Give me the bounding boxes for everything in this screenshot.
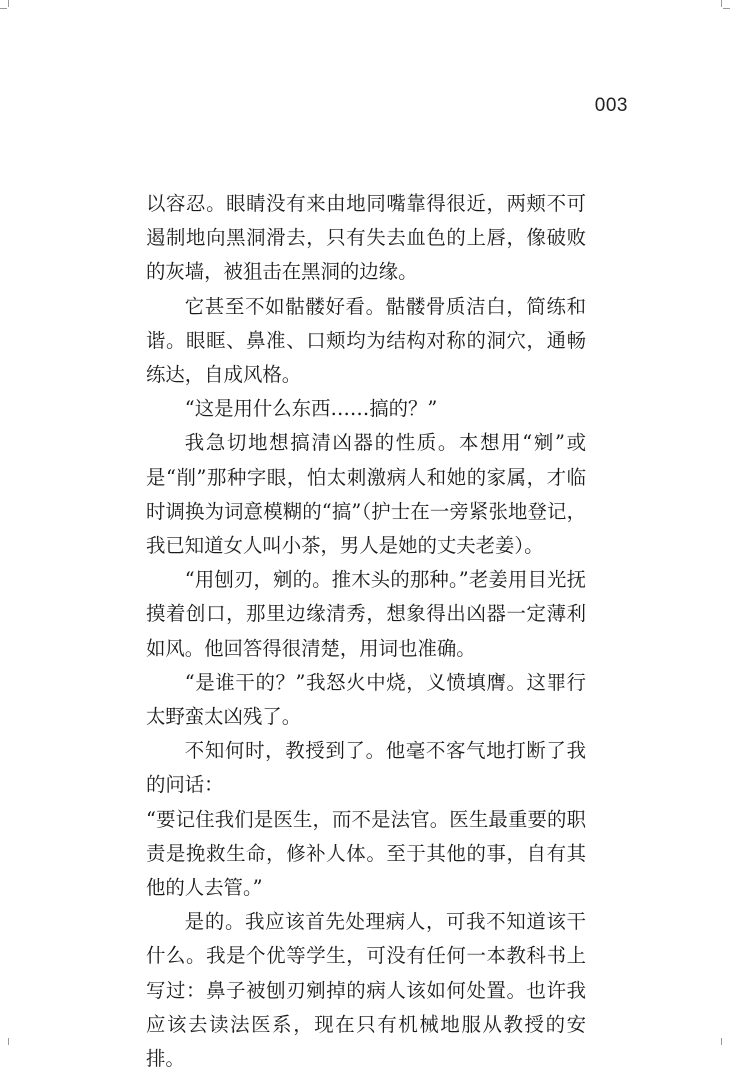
crop-mark xyxy=(0,8,7,9)
crop-mark xyxy=(721,0,722,7)
paragraph: 我急切地想搞清凶器的性质。本想用“剜”或是“削”那种字眼，怕太刺激病人和她的家属，才临时调换为词意模糊的“搞”（护士在一旁紧张地登记，我已知道女人叫小茶，男人是她的丈夫老姜）。 xyxy=(146,431,586,558)
paragraph-continuation: 以容忍。眼睛没有来由地同嘴靠得很近，两颊不可遏制地向黑洞滑去，只有失去血色的上唇，像破败的灰墙，被狙击在黑洞的边缘。 xyxy=(146,192,586,284)
dialogue-answer: “用刨刃，剜的。推木头的那种。”老姜用目光抚摸着创口，那里边缘清秀，想象得出凶器一定薄利如风。他回答得很清楚，用词也准确。 xyxy=(146,568,586,660)
crop-mark xyxy=(723,8,730,9)
dialogue-question: “这是用什么东西……搞的？” xyxy=(184,397,438,421)
crop-mark xyxy=(8,1038,9,1045)
paragraph: 它甚至不如骷髅好看。骷髅骨质洁白，简练和谐。眼眶、鼻准、口颊均为结构对称的洞穴，通畅练达，自成风格。 xyxy=(146,294,586,387)
page-number: 003 xyxy=(594,95,628,116)
crop-mark xyxy=(721,1038,722,1045)
dialogue-question: “是谁干的？”我怒火中烧，义愤填膺。这罪行太野蛮太凶残了。 xyxy=(146,670,586,729)
crop-mark xyxy=(8,0,9,7)
paragraph: 不知何时，教授到了。他毫不客气地打断了我的问话： xyxy=(146,739,586,797)
professor-quote: “要记住我们是医生，而不是法官。医生最重要的职责是挽救生命，修补人体。至于其他的事，自有其他的人去管。” xyxy=(146,807,586,900)
paragraph: 是的。我应该首先处理病人，可我不知道该干什么。我是个优等学生，可没有任何一本教科书上写过：鼻子被刨刃剜掉的病人该如何处置。也许我应该去读法医系，现在只有机械地服从教授的安排。 xyxy=(146,910,586,1071)
body-text xyxy=(146,187,586,1076)
